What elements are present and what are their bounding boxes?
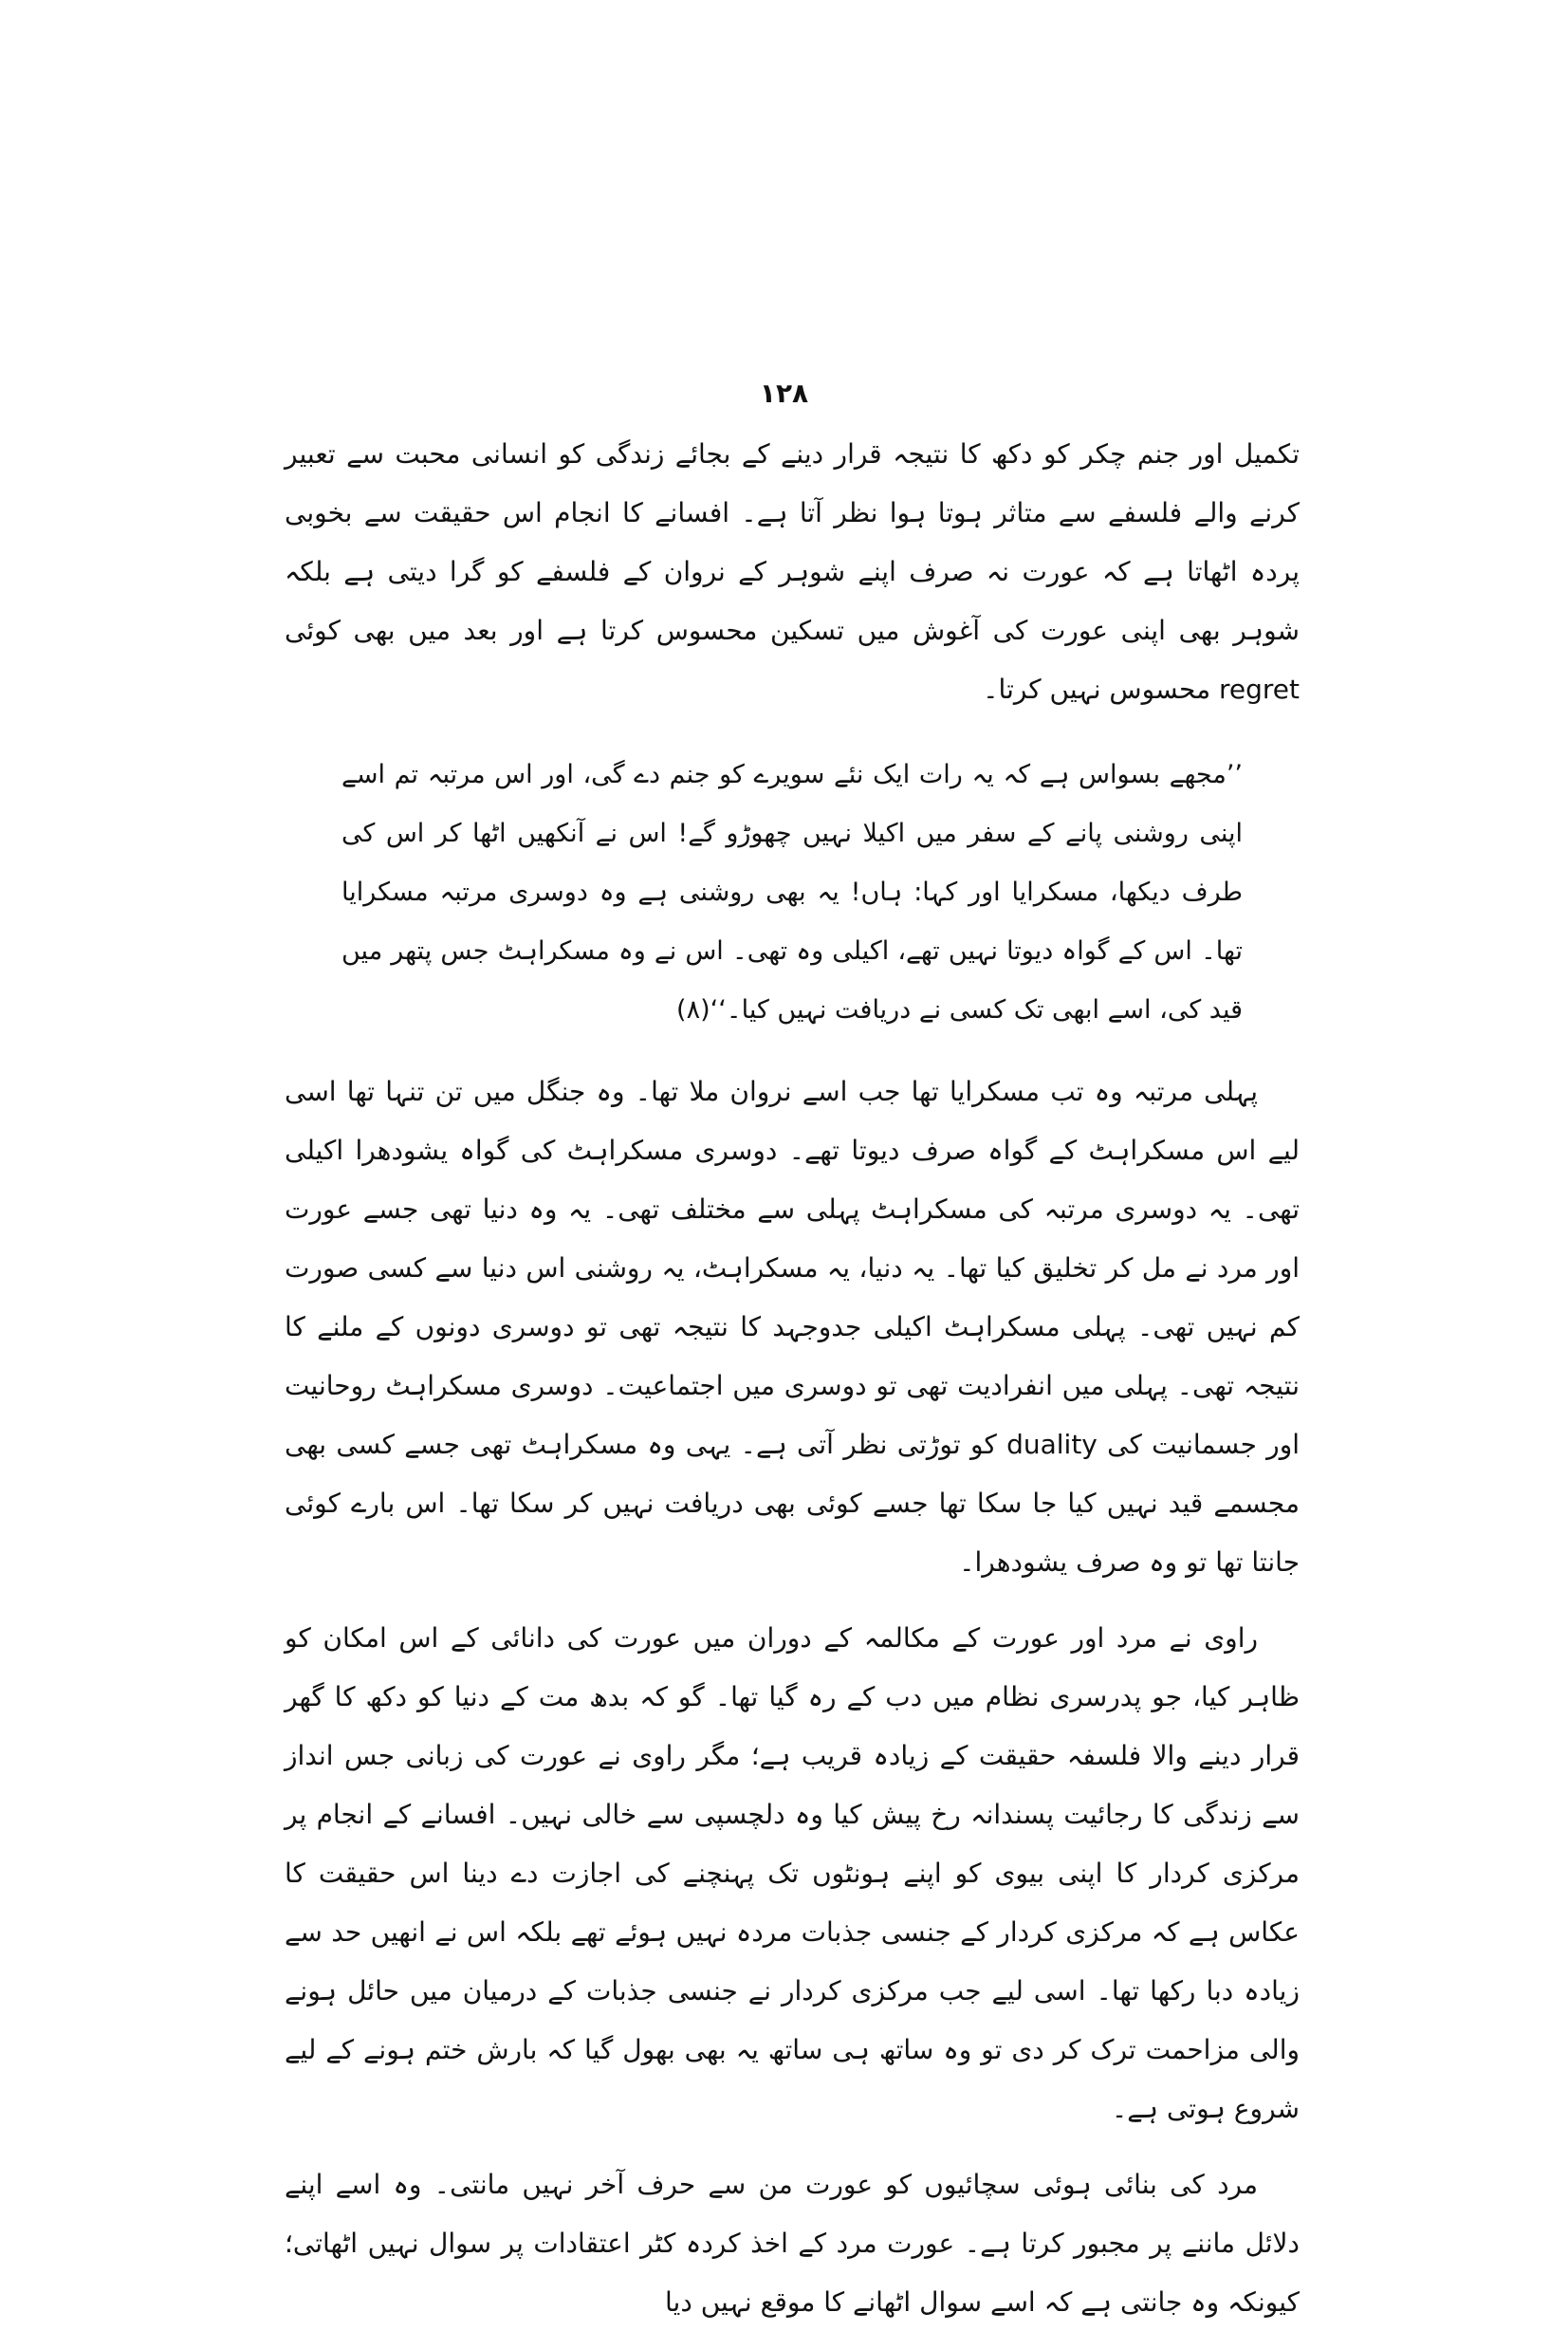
- block-quote: ’’مجھے بسواس ہے کہ یہ رات ایک نئے سویرے کو جنم دے گی، اور اس مرتبہ تم اسے اپنی روشنی پانے کے سفر میں اکیلا نہیں چھوڑو گے! اس نے آنکھیں اٹھا کر اس کی طرف دیکھا، مسکرایا اور کہا: ہاں! یہ بھی روشنی ہے وہ دوسری مرتبہ مسکرایا تھا۔ اس کے گواہ دیوتا نہیں تھے، اکیلی وہ تھی۔ اس نے وہ مسکراہٹ جس پتھر میں قید کی، اسے ابھی تک کسی نے دریافت نہیں کیا۔‘‘(۸): [341, 760, 1243, 1025]
- page-body: [285, 425, 1300, 2349]
- page-number: ۱۲۸: [759, 378, 809, 409]
- paragraph-4: مرد کی بنائی ہوئی سچائیوں کو عورت من سے حرف آخر نہیں مانتی۔ وہ اسے اپنے دلائل ماننے پر مجبور کرتا ہے۔ عورت مرد کے اخذ کردہ کٹر اعتقادات پر سوال نہیں اٹھاتی؛ کیونکہ وہ جانتی ہے کہ اسے سوال اٹھانے کا موقع نہیں دیا: [285, 2169, 1300, 2318]
- paragraph-3: راوی نے مرد اور عورت کے مکالمہ کے دوران میں عورت کی دانائی کے اس امکان کو ظاہر کیا، جو پدرسری نظام میں دب کے رہ گیا تھا۔ گو کہ بدھ مت کے دنیا کو دکھ کا گھر قرار دینے والا فلسفہ حقیقت کے زیادہ قریب ہے؛ مگر راوی نے عورت کی زبانی جس انداز سے زندگی کا رجائیت پسندانہ رخ پیش کیا وہ دلچسپی سے خالی نہیں۔ افسانے کے انجام پر مرکزی کردار کا اپنی بیوی کو اپنے ہونٹوں تک پہنچنے کی اجازت دے دینا اس حقیقت کا عکاس ہے کہ مرکزی کردار کے جنسی جذبات مردہ نہیں ہوئے تھے بلکہ اس نے انھیں حد سے زیادہ دبا رکھا تھا۔ اسی لیے جب مرکزی کردار نے جنسی جذبات کے درمیان میں حائل ہونے والی مزاحمت ترک کر دی تو وہ ساتھ ہی ساتھ یہ بھی بھول گیا کہ بارش ختم ہونے کے لیے شروع ہوتی ہے۔: [285, 1622, 1300, 2124]
- paragraph-1: تکمیل اور جنم چکر کو دکھ کا نتیجہ قرار دینے کے بجائے زندگی کو انسانی محبت سے تعبیر کرنے والے فلسفے سے متاثر ہوتا ہوا نظر آتا ہے۔ افسانے کا انجام اس حقیقت سے بخوبی پردہ اٹھاتا ہے کہ عورت نہ صرف اپنے شوہر کے نروان کے فلسفے کو گرا دیتی ہے بلکہ شوہر بھی اپنی عورت کی آغوش میں تسکین محسوس کرتا ہے اور بعد میں بھی کوئی regret محسوس نہیں کرتا۔: [285, 438, 1300, 705]
- paragraph-2: پہلی مرتبہ وہ تب مسکرایا تھا جب اسے نروان ملا تھا۔ وہ جنگل میں تن تنہا تھا اسی لیے اس مسکراہٹ کے گواہ صرف دیوتا تھے۔ دوسری مسکراہٹ کی گواہ یشودھرا اکیلی تھی۔ یہ دوسری مرتبہ کی مسکراہٹ پہلی سے مختلف تھی۔ یہ وہ دنیا تھی جسے عورت اور مرد نے مل کر تخلیق کیا تھا۔ یہ دنیا، یہ مسکراہٹ، یہ روشنی اس دنیا سے کسی صورت کم نہیں تھی۔ پہلی مسکراہٹ اکیلی جدوجہد کا نتیجہ تھی تو دوسری دونوں کے ملنے کا نتیجہ تھی۔ پہلی میں انفرادیت تھی تو دوسری میں اجتماعیت۔ دوسری مسکراہٹ روحانیت اور جسمانیت کی duality کو توڑتی نظر آتی ہے۔ یہی وہ مسکراہٹ تھی جسے کسی بھی مجسمے قید نہیں کیا جا سکا تھا جسے کوئی بھی دریافت نہیں کر سکا تھا۔ اس بارے کوئی جانتا تھا تو وہ صرف یشودھرا۔: [285, 1076, 1301, 1578]
